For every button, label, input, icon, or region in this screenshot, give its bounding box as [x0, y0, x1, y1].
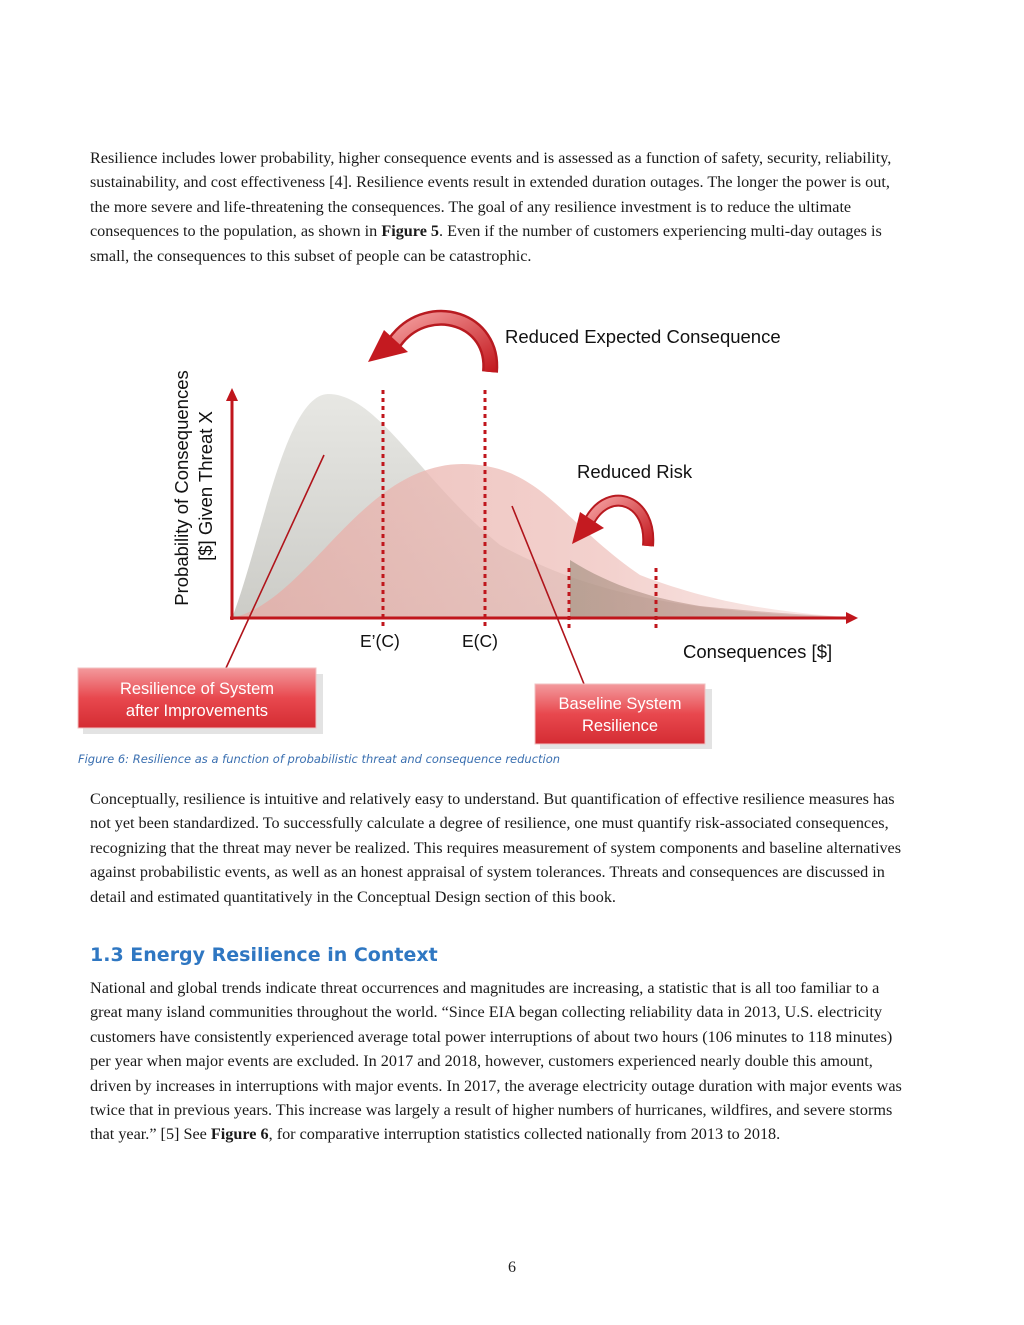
paragraph-quantification: Conceptually, resilience is intuitive and relatively easy to understand. But quantification of effective resilience measures has not yet been standardized. To successfully calculate a degree of resilience, one must quantify risk-associated consequences, recognizing that the threat may never be realized. This requires measurement of system components and baseline alternatives against probabilistic events, as well as an honest appraisal of system tolerances. Threats and consequences are discussed in detail and estimated quantitatively in the Conceptual Design section of this book. — [90, 790, 902, 906]
e-prime-marker-label: E’(C) — [360, 631, 400, 651]
improved-box-line1: Resilience of System — [119, 680, 275, 698]
reduced-expected-label: Reduced Expected Consequence — [505, 326, 781, 347]
improved-box-line2: after Improvements — [125, 702, 269, 720]
paragraph-text: National and global trends indicate threat occurrences and magnitudes are increasing, a statistic that is all too familiar to a great many island communities throughout the world. “Since EIA began collecting reliability data in 2013, U.S. electricity customers have consistently experienced average total power interruptions of about two hours (106 minutes to 118 minutes) per year when major events are excluded. In 2017 and 2018, however, customers experienced nearly double this amount, driven by increases in interruptions with major events. In 2017, the average electricity outage duration with major events was twice that in previous years. This increase was largely a result of higher numbers of hurricanes, wildfires, and severe storms that year.” [5] See — [90, 979, 902, 1144]
section-heading — [90, 944, 438, 966]
improved-system-box — [78, 668, 323, 734]
y-axis-label-line2: [$] Given Threat X — [195, 411, 216, 561]
baseline-box-line2: Resilience — [581, 717, 659, 735]
reduced-expected-arrow-icon — [368, 318, 490, 372]
y-axis-arrowhead — [226, 388, 238, 401]
y-axis-label-line1: Probability of Consequences — [171, 370, 192, 606]
x-axis-arrowhead — [846, 612, 858, 624]
page-number: 6 — [508, 1259, 516, 1276]
reduced-risk-label: Reduced Risk — [577, 461, 693, 482]
paragraph-text: , for comparative interruption statistics collected nationally from 2013 to 2018. — [268, 1125, 781, 1144]
figure-reference: Figure 6 — [210, 1125, 269, 1144]
paragraph-energy-context — [90, 976, 910, 1147]
x-axis-label: Consequences [$] — [683, 641, 833, 662]
figure-caption: Figure 6: Resilience as a function of probabilistic threat and consequence reduction — [78, 752, 561, 766]
paragraph-text: Resilience includes lower probability, higher consequence events and is assessed as a function of safety, security, reliability, sustainability, and cost effectiveness [4]. Resilience events result in extended duration outages. The longer the power is out, the more severe and life-threatening the consequences. The goal of any resilience investment is to reduce the ultimate consequences to the population, as shown in — [90, 149, 892, 241]
e-marker-label: E(C) — [462, 631, 498, 651]
section-number: 1.3 — [90, 944, 124, 966]
resilience-figure — [0, 300, 1024, 760]
section-title: Energy Resilience in Context — [130, 944, 438, 966]
paragraph-resilience-intro — [90, 146, 910, 268]
baseline-system-box — [535, 684, 712, 749]
baseline-box-line1: Baseline System — [558, 695, 682, 713]
paragraph-text: . Even if the number of customers experiencing multi-day outages is small, the consequences to this subset of people can be catastrophic. — [90, 222, 882, 265]
figure-reference: Figure 5 — [381, 222, 440, 241]
